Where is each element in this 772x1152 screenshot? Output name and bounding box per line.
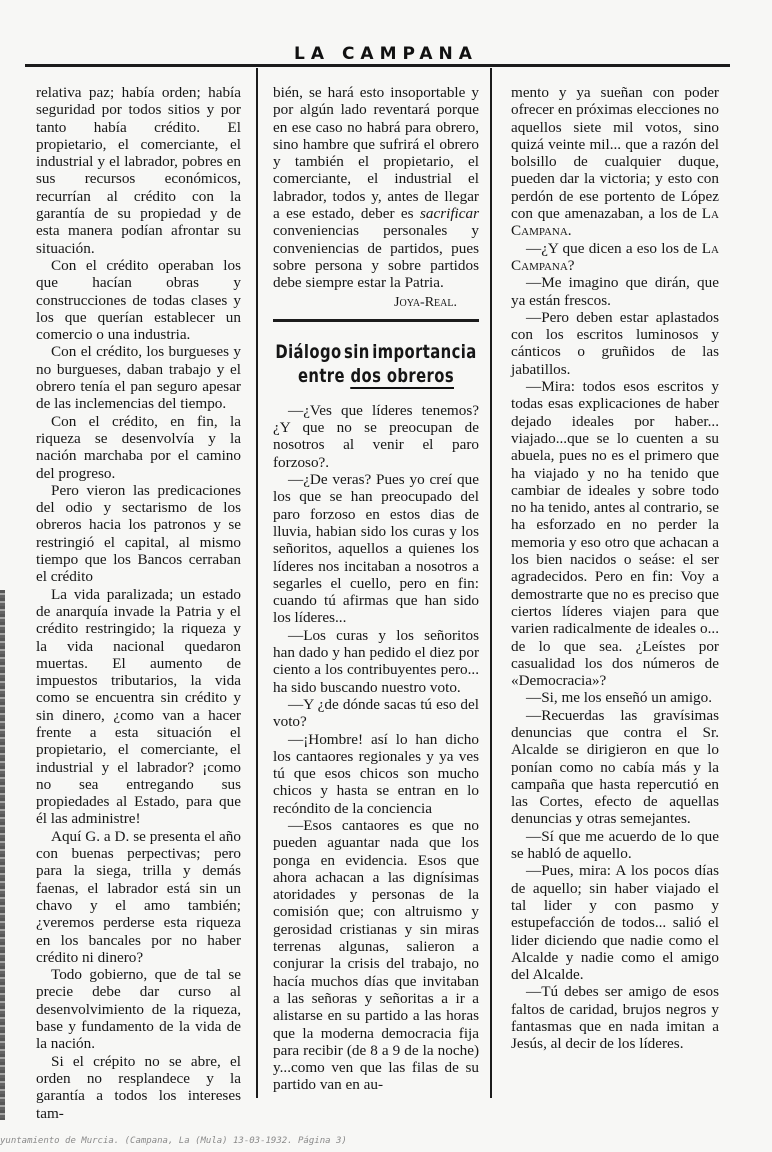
paragraph (511, 240, 719, 275)
paragraph: —Los curas y los señoritos han dado y han pedido el diez por ciento a los contribuyentes pero... ha sido buscando nuestro voto. (273, 626, 479, 696)
paragraph: Pero vieron las predicaciones del odio y sectarismo de los obreros hacia los patronos y se restringió el capital, al mismo tiempo que los Bancos cerraban el crédito (36, 481, 241, 586)
paragraph: Todo gobierno, que de tal se precie debe dar curso al desenvolvimiento de la riqueza, base y fundamento de la vida de la nación. (36, 966, 241, 1053)
paragraph: —Recuerdas las gravísimas denuncias que contra el Sr. Alcalde se dirigieron en que lo ponían como no cabía más y la campaña que hasta repercutió en las Cortes, efecto de aquellas denuncias y otras semejantes. (511, 706, 719, 828)
paragraph: Con el crédito operaban los que hacían obras y construcciones de todas clases y los que querían establecer un comercio o una industria. (36, 256, 241, 344)
column-divider-1 (256, 68, 258, 1098)
column-2 (273, 84, 479, 1094)
headline-word: importancia (372, 340, 477, 363)
column-divider-2 (490, 68, 492, 1098)
text-span: mento y ya sueñan con poder ofrecer en próximas elecciones no aquellos siete mil votos, sino quizá veinte mil... que a razón del bolsillo de cualquier duque, pueden dar la victoria; y esto con perdón de ese portento de López con que amenazaban, a los de (511, 84, 719, 223)
paragraph: —Pues, mira: A los pocos días de aquello; sin haber viajado el tal lider y con pasmo y estupefacción de todos... salió el lider diciendo que nadie como el Alcalde y nadie como el amigo del Alcalde. (511, 862, 719, 984)
article-signature: Joya-Real. (394, 294, 457, 310)
text-span: conveniencias personales y conveniencias de partidos, pues sobre persona y sobre partidos debe siempre estar la Patria. (273, 222, 479, 292)
paragraph: —Y ¿de dónde sacas tú eso del voto? (273, 695, 479, 731)
newspaper-name: La Campana (511, 205, 719, 240)
masthead-title: LA CAMPANA (294, 44, 478, 64)
paragraph: —Mira: todos esos escritos y todas esas explicaciones de haber dejado ideales por haber... viajado...que se lo cuenten a su abuela, pues no es el primero que ha viajado y no ha tenido que cambiar de ideales y sobre todo no ha tenido, antes al contrario, se ha esforzado en no perder la memoria y eso otro que achacan a los bien nacidos o seáse: el ser agradecidos. Pero en fin: Voy a demostrarte que no es preciso que ciertos líderes viajen para que varien radicalmente de ideales o... de lo que sea. ¿Leístes por casualidad los dos números de «Democracia»? (511, 378, 719, 690)
paragraph: —¡Hombre! así lo han dicho los cantaores regionales y ya ves tú que esos chicos son mucho chicos y hasta se entran en lo recóndito de la conciencia (273, 730, 479, 817)
paragraph: —Si, me los enseñó un amigo. (526, 689, 713, 707)
paragraph: —Esos cantaores es que no pueden aguantar nada que los ponga en evidencia. Esos que ahora achacan a las dignísimas atoridades y personas de la comisión que; con altruismo y gerosidad cristianas y sin miras terrenas algunas, salieron a conjurar la crisis del trabajo, no hacía muchos días que invitaban a las señoras y señoritas a ir a alistarse en su partido a las horas que la moderna democracia fija para recibir (de 8 a 9 de la noche) y...como ven que las filas de su partido van en au- (273, 816, 479, 1094)
paragraph: Con el crédito, en fin, la riqueza se desenvolvía y la nación marchaba por el camino del progreso. (36, 412, 241, 482)
italic-text: sacrificar (419, 205, 480, 223)
paragraph: Con el crédito, los burgueses y no burgueses, daban trabajo y el obrero tenía el pan seguro apesar de las inclemencias del tiempo. (36, 343, 241, 413)
paragraph: —¿Ves que líderes tenemos? ¿Y que no se preocupan de nosotros al venir el paro forzoso?. (273, 401, 479, 471)
newspaper-name: La Campana (511, 239, 719, 274)
headline-word: sin (344, 340, 370, 363)
text-span: ? (567, 256, 575, 274)
paragraph: —Pero deben estar aplastados con los escritos luminosos y cánticos o gruñidos de las jabatillos. (511, 308, 719, 378)
column-1 (36, 84, 241, 1122)
text-span: bién, se hará esto insoportable y por algún lado reventará porque en ese caso no habrá para obrero, sino hambre que sufrirá el obrero y también el propietario, el comerciante, el industrial el labrador, todos y, antes de llegar a ese estado, deber es (273, 84, 479, 223)
paragraph (511, 84, 719, 240)
paragraph: La vida paralizada; un estado de anarquía invade la Patria y el crédito restringido; la riqueza y la vida nacional quedaron muertas. El aumento de impuestos tributarios, la vida como se encuentra sin crédito y sin dinero, ¿como van a hacer frente a esta situación el propietario, el comerciante, el industrial y el labrador? ¡como no sea entregando sus propiedades al Estado, para que él las administre! (36, 585, 241, 828)
paragraph: relativa paz; había orden; había seguridad por todos sitios y por tanto había crédito. El propietario, el comerciante, el industrial y el labrador, pobres en sus recursos económicos, recurrían al crédito con la garantía de su propiedad y de esta manera podían afrontar su situación. (36, 84, 241, 257)
paragraph: Si el crépito no se abre, el orden no resplandece y la garantía a todos los intereses tam- (36, 1052, 241, 1122)
headline-underlined-text: dos obreros (350, 364, 455, 387)
column-3 (511, 84, 719, 1053)
paragraph: —Sí que me acuerdo de lo que se habló de aquello. (511, 827, 719, 863)
headline-text: entre (297, 364, 351, 387)
text-span: —¿Y que dicen a eso los de (526, 239, 702, 257)
paragraph: —¿De veras? Pues yo creí que los que se han preocupado del paro forzoso en estos dias de lluvia, habian sido los curas y los señoritos, aquellos a quienes los líderes nos incitaban a nosotros a segarles el cuello, pero en fin: cuando tú afirmas que han sido los líderes... (273, 471, 479, 627)
masthead-rule (25, 64, 730, 67)
paragraph: Aquí G. a D. se presenta el año con buenas perpectivas; pero para la siega, trilla y demás faenas, el labrador está sin un chavo y el amo también; ¿veremos perderse esta riqueza en los bancales por no haber crédito ni dinero? (36, 827, 241, 966)
archive-credit: yuntamiento de Murcia. (Campana, La (Mula) 13-03-1932. Página 3) (0, 1136, 347, 1146)
headline-word: Diálogo (275, 340, 342, 363)
article-headline (272, 340, 479, 388)
paragraph: —Me imagino que dirán, que ya están frescos. (511, 274, 719, 309)
paragraph (273, 84, 479, 292)
scan-edge (0, 590, 5, 1120)
paragraph: —Tú debes ser amigo de esos faltos de caridad, brujos negros y fantasmas que en nada imitan a Jesús, al decir de los líderes. (511, 983, 719, 1053)
text-span: . (567, 222, 572, 240)
article-separator (273, 319, 479, 322)
